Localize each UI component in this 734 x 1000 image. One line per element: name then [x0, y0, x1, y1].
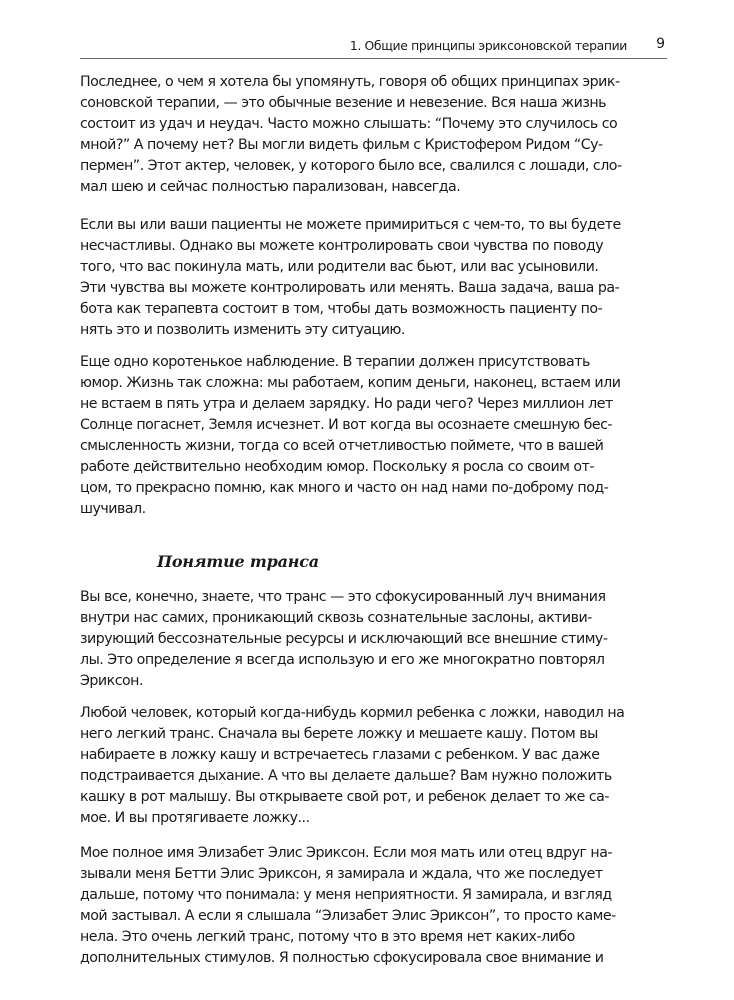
text-line: Эриксон.	[80, 673, 143, 689]
text-line: нела. Это очень легкий транс, потому что в это время нет каких-либо	[80, 929, 575, 945]
text-line: Солнце погаснет, Земля исчезнет. И вот когда вы осознаете смешную бес-	[80, 417, 612, 433]
text-line: мной?” А почему нет? Вы могли видеть фильм с Кристофером Ридом “Су-	[80, 137, 603, 153]
text-line: бота как терапевта состоит в том, чтобы дать возможность пациенту по-	[80, 301, 603, 317]
text-line: мое. И вы протягиваете ложку...	[80, 810, 310, 826]
text-line: дальше, потому что понимала: у меня неприятности. Я замирала, и взгляд	[80, 887, 612, 903]
text-line: мой застывал. А если я слышала “Элизабет Элис Эриксон”, то просто каме-	[80, 908, 616, 924]
text-line: лы. Это определение я всегда использую и его же многократно повторял	[80, 652, 605, 668]
text-line: мал шею и сейчас полностью парализован, навсегда.	[80, 179, 461, 195]
text-line: шучивал.	[80, 501, 146, 517]
text-line: пермен”. Этот актер, человек, у которого было все, свалился с лошади, сло-	[80, 158, 622, 174]
text-line: подстраивается дыхание. А что вы делаете дальше? Вам нужно положить	[80, 768, 612, 784]
text-line: зывали меня Бетти Элис Эриксон, я замирала и ждала, что же последует	[80, 866, 603, 882]
text-line: того, что вас покинула мать, или родители вас бьют, или вас усыновили.	[80, 259, 599, 275]
text-line: нять это и позволить изменить эту ситуацию.	[80, 322, 405, 338]
text-line: Если вы или ваши пациенты не можете примириться с чем-то, то вы будете	[80, 217, 621, 233]
text-line: Еще одно коротенькое наблюдение. В терапии должен присутствовать	[80, 354, 590, 370]
text-line: зирующий бессознательные ресурсы и исключающий все внешние стиму-	[80, 631, 608, 647]
text-line: кашку в рот малышу. Вы открываете свой рот, и ребенок делает то же са-	[80, 789, 609, 805]
text-line: Мое полное имя Элизабет Элис Эриксон. Если моя мать или отец вдруг на-	[80, 845, 613, 861]
text-line: работе действительно необходим юмор. Поскольку я росла со своим от-	[80, 459, 594, 475]
text-line: Последнее, о чем я хотела бы упомянуть, говоря об общих принципах эрик-	[80, 74, 620, 90]
text-line: Эти чувства вы можете контролировать или менять. Ваша задача, ваша ра-	[80, 280, 620, 296]
running-header	[80, 36, 667, 59]
page-number: 9	[656, 36, 665, 52]
text-line: несчастливы. Однако вы можете контролировать свои чувства по поводу	[80, 238, 604, 254]
text-line: Любой человек, который когда-нибудь кормил ребенка с ложки, наводил на	[80, 705, 625, 721]
text-line: внутри нас самих, проникающий сквозь сознательные заслоны, активи-	[80, 610, 592, 626]
text-line: цом, то прекрасно помню, как много и часто он над нами по-доброму под-	[80, 480, 609, 496]
text-line: смысленность жизни, тогда со всей отчетливостью поймете, что в вашей	[80, 438, 604, 454]
text-line: состоит из удач и неудач. Часто можно слышать: “Почему это случилось со	[80, 116, 618, 132]
running-title: 1. Общие принципы эриксоновской терапии	[349, 38, 627, 53]
text-line: соновской терапии, — это обычные везение и невезение. Вся наша жизнь	[80, 95, 607, 111]
text-line: не встаем в пять утра и делаем зарядку. Но ради чего? Через миллион лет	[80, 396, 613, 412]
section-heading: Понятие транса	[157, 552, 319, 571]
text-line: набираете в ложку кашу и встречаетесь глазами с ребенком. У вас даже	[80, 747, 600, 763]
text-line: него легкий транс. Сначала вы берете ложку и мешаете кашу. Потом вы	[80, 726, 598, 742]
text-line: Вы все, конечно, знаете, что транс — это сфокусированный луч внимания	[80, 589, 606, 605]
text-line: дополнительных стимулов. Я полностью сфокусировала свое внимание и	[80, 950, 604, 966]
text-line: юмор. Жизнь так сложна: мы работаем, копим деньги, наконец, встаем или	[80, 375, 621, 391]
